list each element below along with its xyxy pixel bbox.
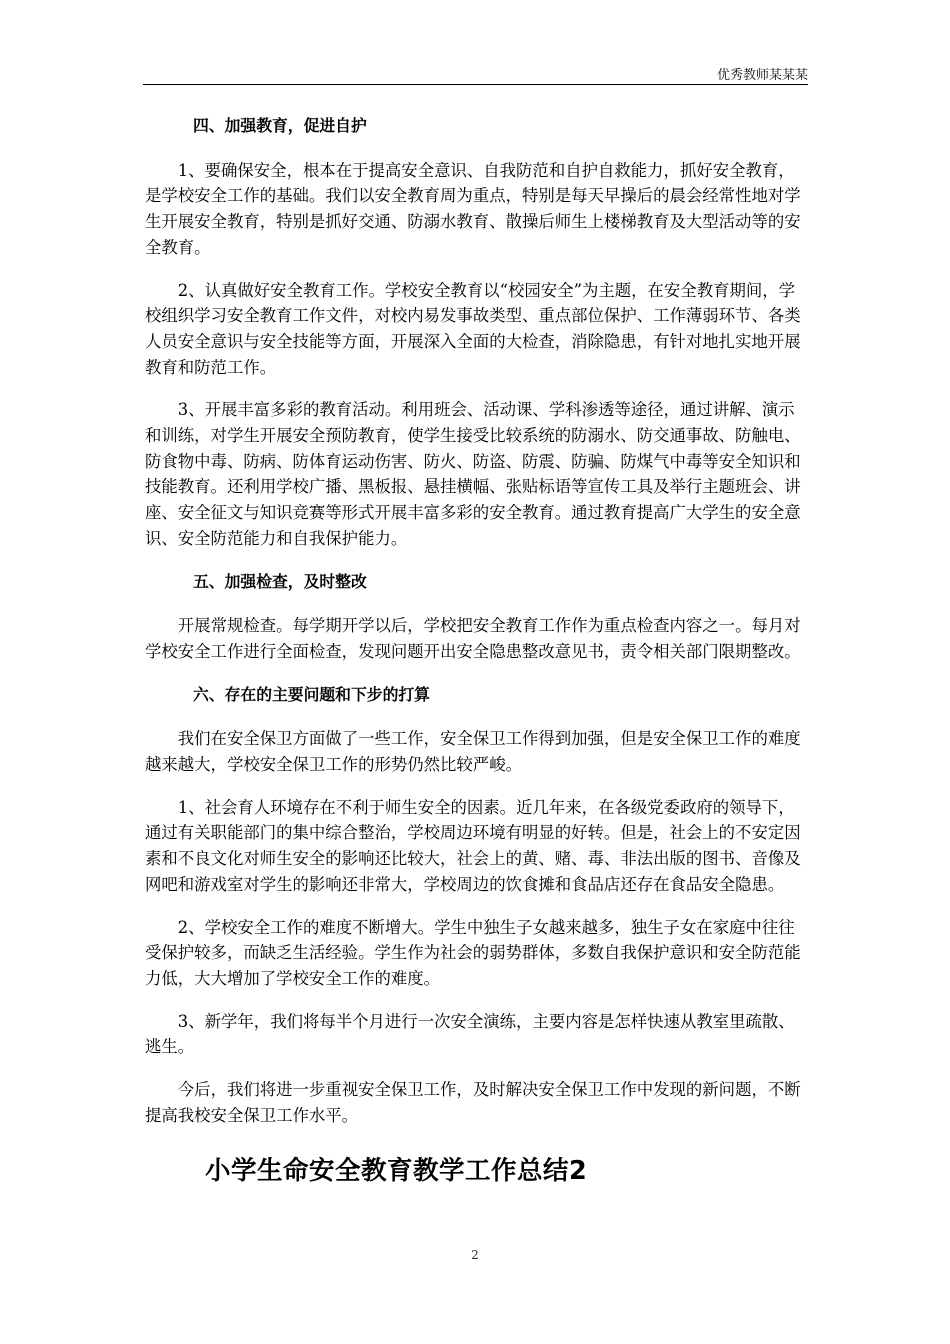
paragraph: 2、认真做好安全教育工作。学校安全教育以“校园安全”为主题，在安全教育期间，学校组织学习安全教育工作文件，对校内易发事故类型、重点部位保护、工作薄弱环节、各类人员安全意识与安全技能等方面，开展深入全面的大检查，消除隐患，有针对地扎实地开展教育和防范工作。 [145,280,801,377]
section-heading: 四、加强教育，促进自护 [193,116,367,135]
header-rule [143,84,808,85]
document-title: 小学生命安全教育教学工作总结2 [205,1156,588,1186]
paragraph: 1、要确保安全，根本在于提高安全意识、自我防范和自护自救能力，抓好安全教育，是学校安全工作的基础。我们以安全教育周为重点，特别是每天早操后的晨会经常性地对学生开展安全教育，特别是抓好交通、防溺水教育、散操后师生上楼梯教育及大型活动等的安全教育。 [145,160,801,257]
paragraph: 3、开展丰富多彩的教育活动。利用班会、活动课、学科渗透等途径，通过讲解、演示和训练，对学生开展安全预防教育，使学生接受比较系统的防溺水、防交通事故、防触电、防食物中毒、防病、防体育运动伤害、防火、防盗、防震、防骗、防煤气中毒等安全知识和技能教育。还利用学校广播、黑板报、悬挂横幅、张贴标语等宣传工具及举行主题班会、讲座、安全征文与知识竞赛等形式开展丰富多彩的安全教育。通过教育提高广大学生的安全意识、安全防范能力和自我保护能力。 [145,400,801,548]
paragraph: 1、社会育人环境存在不利于师生安全的因素。近几年来，在各级党委政府的领导下，通过有关职能部门的集中综合整治，学校周边环境有明显的好转。但是，社会上的不安定因素和不良文化对师生安全的影响还比较大，社会上的黄、赌、毒、非法出版的图书、音像及网吧和游戏室对学生的影响还非常大，学校周边的饮食摊和食品店还存在食品安全隐患。 [145,797,801,894]
page-number: 2 [471,1248,479,1262]
paragraph: 3、新学年，我们将每半个月进行一次安全演练，主要内容是怎样快速从教室里疏散、逃生。 [145,1011,795,1057]
page-header: 优秀教师某某某 [716,68,808,83]
document-body [145,113,808,1146]
paragraph: 2、学校安全工作的难度不断增大。学生中独生子女越来越多，独生子女在家庭中往往受保护较多，而缺乏生活经验。学生作为社会的弱势群体，多数自我保护意识和安全防范能力低，大大增加了学校安全工作的难度。 [145,917,801,988]
paragraph: 今后，我们将进一步重视安全保卫工作，及时解决安全保卫工作中发现的新问题，不断提高我校安全保卫工作水平。 [145,1080,801,1125]
section-heading: 六、存在的主要问题和下步的打算 [193,684,430,704]
paragraph: 我们在安全保卫方面做了一些工作，安全保卫工作得到加强，但是安全保卫工作的难度越来越大，学校安全保卫工作的形势仍然比较严峻。 [145,729,801,775]
section-heading: 五、加强检查，及时整改 [193,571,367,591]
paragraph: 开展常规检查。每学期开学以后，学校把安全教育工作作为重点检查内容之一。每月对学校安全工作进行全面检查，发现问题开出安全隐患整改意见书，责令相关部门限期整改。 [145,616,801,661]
